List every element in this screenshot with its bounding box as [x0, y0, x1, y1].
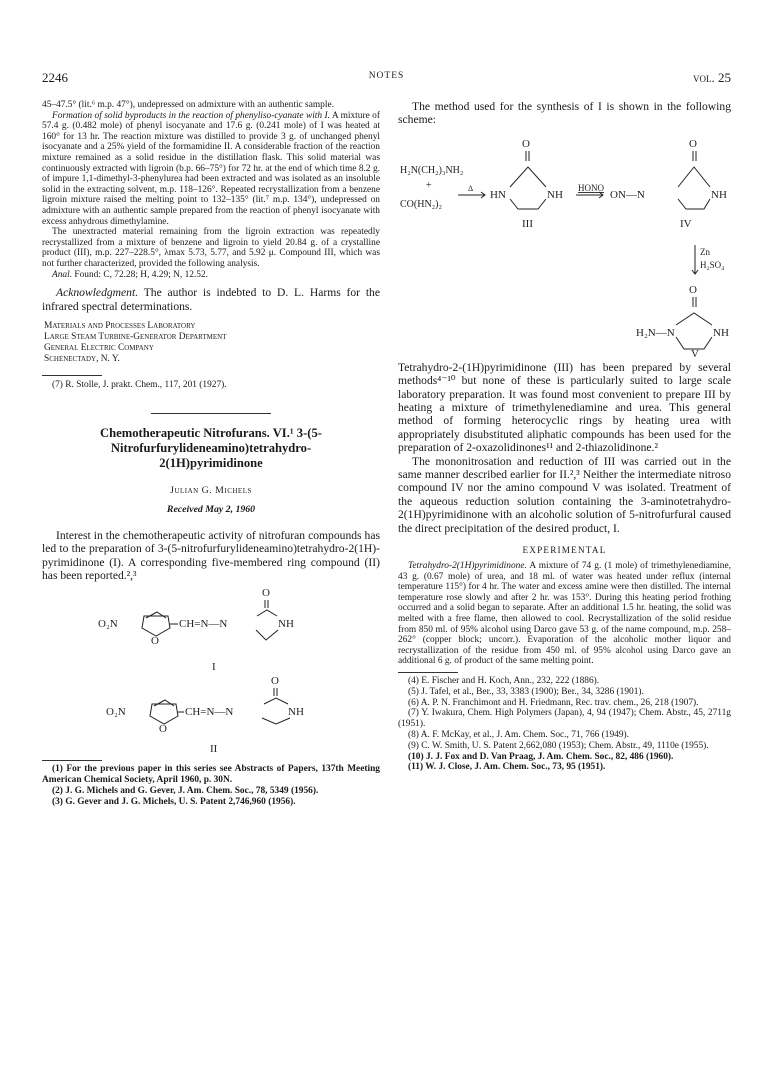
affiliation-line: General Electric Company — [44, 342, 154, 353]
scheme-III-oxygen: O — [522, 137, 530, 150]
article-title-line: 2(1H)pyrimidinone — [159, 455, 263, 470]
acknowledgment — [42, 286, 380, 313]
paragraph-byproducts-body: A mixture of 57.4 g. (0.482 mole) of phenyl isocyanate and 17.6 g. (0.241 mole) of I was heated at 160° for 13 hr. The reaction mixture was distilled to provide 3 g. of unchanged phenyl isocyanate and a 25% yield of the formamidine II. A considerable fraction of the reaction mixture remained as a solid residue in the distillation flask. This solid material was continuously extracted with ligroin (b.p. 66–75°) for 72 hr. at the end of which time 8.2 g. of impure 1,1-dimethyl-3-phenylurea had been extracted and was isolated as an insoluble solid in the extracting solvent, m.p. 118–126°. Repeated recrystallization from a benzene ligroin mixture raised the melting point to 132–135° (lit.⁷ m.p. 134°), undepressed on admixture with an authentic sample prepared from the reaction of phenyl isocyanate with excess anhydrous dimethylamine. — [42, 110, 380, 227]
structure-II-label: II — [210, 743, 218, 756]
paragraph-pyrimidinone: Tetrahydro-2-(1H)pyrimidinone (III) has been prepared by several methods⁴⁻¹⁰ but none of these is particularly suited to large scale laboratory preparation. It was found most convenient to prepare III by heating a mixture of trimethylenediamine and urea. This general method of forming heterocyclic rings by heating urea with appropriately disubstituted aliphatic compounds has been used for the preparation of 2-oxazolidinones¹¹ and 2-thiazolidinone.² — [398, 360, 731, 455]
structure-I-linker: CH=N—N — [179, 618, 228, 631]
experimental-body: A mixture of 74 g. (1 mole) of trimethylenediamine, 43 g. (0.67 mole) of urea, and 18 ml. of water was heated under reflux (internal temperature 115°) for 4 hr. The water and excess amine were then distilled. The internal temperature rose slowly and after 2 hr. was 153°. During this heating period frothing occurred and a solid began to separate. After an additional 1.5 hr. heating, the solid was melted with a free flame, then allowed to cool. Recrystallization of the solid residue from 850 ml. of 95% alcohol using Darco gave 53 g. of the name compound, m.p. 258–262° (copper block; uncorr.). Evaporation of the alcoholic mother liquor and recrystallization of the residue from 450 ml. of 95% alcohol using Darco gave an additional 6 g. of product of the same melting point. — [398, 561, 731, 667]
paragraph-unextracted: The unextracted material remaining from the ligroin extraction was repeatedly recrystallized from a mixture of benzene and ligroin to yield 20.84 g. of a crystalline product (III), m.p. 227–228.5°, λmax 5.73, 5.77, and 5.92 μ. Compound III, which was not further characterized, provided the following analysis. — [42, 227, 380, 269]
footnote-9: (9) C. W. Smith, U. S. Patent 2,662,080 (1953); Chem. Abstr., 49, 1110e (1955). — [408, 740, 709, 751]
paragraph-continuation: 45–47.5° (lit.⁶ m.p. 47°), undepressed on admixture with an authentic sample. — [42, 100, 334, 110]
scheme-sulfuric-acid: H₂SO₄ — [700, 259, 725, 270]
acknowledgment-label: Acknowledgment. — [56, 286, 139, 300]
right-column — [398, 100, 731, 773]
section-title: NOTES — [368, 71, 405, 81]
volume-label: vol. 25 — [693, 70, 731, 85]
scheme-reactant-urea: CO(HN₂)₂ — [400, 198, 442, 210]
author-name: Julian G. Michels — [170, 484, 252, 496]
scheme-IV-nh: NH — [711, 188, 727, 201]
affiliation-line: Large Steam Turbine-Generator Department — [44, 331, 227, 342]
structure-I-nh: NH — [278, 618, 294, 631]
paragraph-nitrosation: The mononitrosation and reduction of III was carried out in the same manner described earlier for II.²,³ Neither the intermediate nitroso compound IV nor the amino compound V was isolated. Treatment of the aqueous reduction solution containing the 3-aminotetrahydro-2(1H)pyrimidinone with an alcoholic solution of 5-nitrofurfural caused the direct precipitation of the desired product, I. — [398, 454, 731, 535]
synthesis-scheme — [398, 127, 731, 359]
structure-II-carbonyl-oxygen: O — [271, 675, 279, 688]
footnote-8: (8) A. F. McKay, et al., J. Am. Chem. Soc., 71, 766 (1949). — [408, 730, 630, 741]
scheme-label-V: V — [691, 347, 699, 359]
scheme-label-III: III — [522, 217, 533, 230]
structure-II-linker: CH=N—N — [185, 706, 234, 719]
structure-I-label: I — [212, 661, 216, 674]
received-date: Received May 2, 1960 — [166, 503, 256, 515]
scheme-IV-oxygen: O — [689, 137, 697, 150]
article-title — [42, 426, 380, 471]
experimental-heading: EXPERIMENTAL — [522, 545, 607, 556]
paragraph-analysis — [42, 270, 380, 281]
acknowledgment-body: The author is indebted to D. L. Harms for the infrared spectral determinations. — [42, 286, 380, 313]
structure-II-ring-oxygen: O — [159, 723, 167, 736]
page-number: 2246 — [42, 70, 68, 85]
left-column — [42, 100, 380, 808]
footnote-5: (5) J. Tafel, et al., Ber., 33, 3383 (1900); Ber., 34, 3286 (1901). — [408, 686, 644, 697]
footnote-10: (10) J. J. Fox and D. Van Praag, J. Am. Chem. Soc., 82, 486 (1960). — [408, 751, 674, 762]
structure-II-nitro: O₂N — [106, 706, 126, 719]
footnote-1: (1) For the previous paper in this series see Abstracts of Papers, 137th Meeting American Chemical Society, April 1960, p. 30N. — [42, 764, 380, 786]
footnote-7-iwakura: (7) Y. Iwakura, Chem. High Polymers (Japan), 4, 94 (1947); Chem. Abstr., 45, 2711g (1951). — [398, 708, 731, 730]
footnote-7: (7) R. Stolle, J. prakt. Chem., 117, 201 (1927). — [52, 379, 227, 390]
scheme-III-nh: NH — [547, 188, 563, 201]
analysis-body: Found: C, 72.28; H, 4.29; N, 12.52. — [72, 269, 209, 280]
affiliation-line: Materials and Processes Laboratory — [44, 320, 196, 331]
affiliation-line: Schenectady, N. Y. — [44, 353, 120, 364]
scheme-hono: HONO — [578, 182, 604, 193]
scheme-heat: Δ — [468, 183, 474, 193]
analysis-label: Anal. — [52, 269, 73, 280]
scheme-intro: The method used for the synthesis of I is shown in the following scheme: — [398, 100, 731, 127]
paragraph-byproducts — [42, 111, 380, 228]
paragraph-byproducts-title: Formation of solid byproducts in the reaction of phenyliso-cyanate with I. — [52, 110, 330, 121]
structure-I-nitro: O₂N — [98, 618, 118, 631]
scheme-label-IV: IV — [680, 217, 692, 230]
scheme-zinc: Zn — [700, 246, 710, 257]
structure-II — [42, 674, 380, 758]
footnote-2: (2) J. G. Michels and G. Gever, J. Am. Chem. Soc., 78, 5349 (1956). — [52, 785, 319, 796]
experimental-title: Tetrahydro-2(1H)pyrimidinone. — [408, 561, 527, 572]
structure-II-nh: NH — [288, 706, 304, 719]
affiliation-block — [42, 321, 380, 365]
article-separator — [151, 413, 271, 414]
structure-I — [42, 582, 380, 674]
scheme-V-oxygen: O — [689, 283, 697, 296]
introduction-paragraph: Interest in the chemotherapeutic activity of nitrofuran compounds has led to the preparation of 3-(5-nitrofurfurylideneamino)tetrahydro-2(1H)-pyrimidinone (I). A corresponding five-membered ring compound (II) has been reported.²,³ — [42, 528, 380, 582]
experimental-paragraph — [398, 561, 731, 667]
footnote-rule — [42, 375, 102, 376]
scheme-reactant-diamine: H₂N(CH₂)₃NH₂ — [400, 164, 464, 176]
scheme-III-hn: HN — [490, 188, 506, 201]
structure-I-ring-oxygen: O — [151, 635, 159, 648]
footnote-6: (6) A. P. N. Franchimont and H. Friedmann, Rec. trav. chem., 26, 218 (1907). — [408, 697, 699, 708]
structure-I-carbonyl-oxygen: O — [262, 587, 270, 600]
footnote-3: (3) G. Gever and J. G. Michels, U. S. Patent 2,746,960 (1956). — [52, 796, 296, 807]
running-header — [42, 70, 731, 88]
article-title-line: Nitrofurfurylideneamino)tetrahydro- — [110, 440, 312, 455]
footnote-11: (11) W. J. Close, J. Am. Chem. Soc., 73, 95 (1951). — [408, 762, 606, 773]
article-title-line: Chemotherapeutic Nitrofurans. VI.¹ 3-(5- — [100, 425, 322, 440]
footnote-rule — [398, 672, 458, 673]
footnote-4: (4) E. Fischer and H. Koch, Ann., 232, 222 (1886). — [408, 676, 600, 687]
scheme-IV-on-n: ON—N — [610, 188, 645, 201]
scheme-plus: + — [426, 179, 432, 191]
footnote-rule — [42, 760, 102, 761]
scheme-V-h2n-n: H₂N—N — [636, 326, 675, 339]
scheme-V-nh: NH — [713, 326, 729, 339]
